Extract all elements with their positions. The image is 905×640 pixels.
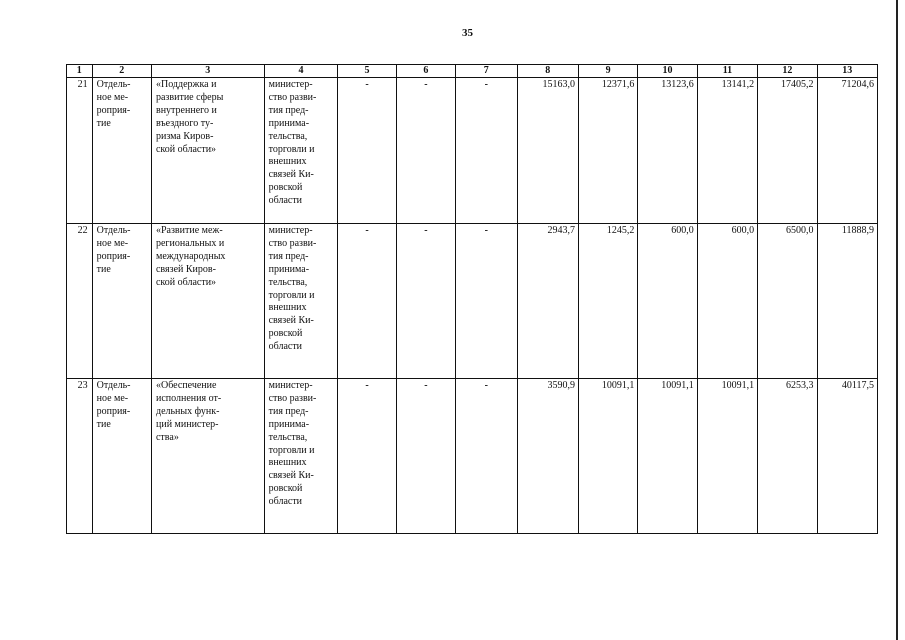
cell-col9: 1245,2 — [578, 224, 637, 379]
header-cell: 12 — [758, 65, 817, 78]
header-cell: 8 — [517, 65, 578, 78]
cell-col7: - — [456, 224, 517, 379]
cell-col13: 11888,9 — [817, 224, 877, 379]
cell-col8: 3590,9 — [517, 379, 578, 534]
budget-table — [66, 64, 878, 534]
cell-col10: 600,0 — [638, 224, 697, 379]
row-type: Отдель- ное ме- роприя- тие — [92, 224, 151, 379]
cell-col10: 10091,1 — [638, 379, 697, 534]
cell-col7: - — [456, 78, 517, 224]
header-row — [67, 65, 878, 78]
header-cell: 1 — [67, 65, 93, 78]
table-row — [67, 224, 878, 379]
header-cell: 7 — [456, 65, 517, 78]
header-cell: 3 — [151, 65, 264, 78]
row-name: «Развитие меж- региональных и международных связей Киров- ской области» — [151, 224, 264, 379]
cell-col8: 2943,7 — [517, 224, 578, 379]
cell-col13: 40117,5 — [817, 379, 877, 534]
row-number: 23 — [67, 379, 93, 534]
cell-col13: 71204,6 — [817, 78, 877, 224]
header-cell: 10 — [638, 65, 697, 78]
row-type: Отдель- ное ме- роприя- тие — [92, 379, 151, 534]
cell-col9: 10091,1 — [578, 379, 637, 534]
cell-col9: 12371,6 — [578, 78, 637, 224]
cell-col11: 13141,2 — [697, 78, 757, 224]
header-cell: 2 — [92, 65, 151, 78]
header-cell: 4 — [264, 65, 338, 78]
row-number: 21 — [67, 78, 93, 224]
cell-col6: - — [396, 379, 455, 534]
cell-col11: 10091,1 — [697, 379, 757, 534]
row-executor: министер- ство разви- тия пред- принима- тельства, торговли и внешних связей Ки- ровской области — [264, 224, 338, 379]
header-cell: 6 — [396, 65, 455, 78]
row-type: Отдель- ное ме- роприя- тие — [92, 78, 151, 224]
page-number: 35 — [462, 27, 473, 39]
cell-col12: 6500,0 — [758, 224, 817, 379]
cell-col12: 6253,3 — [758, 379, 817, 534]
cell-col5: - — [338, 224, 396, 379]
cell-col12: 17405,2 — [758, 78, 817, 224]
cell-col5: - — [338, 78, 396, 224]
table-row — [67, 379, 878, 534]
header-cell: 5 — [338, 65, 396, 78]
row-executor: министер- ство разви- тия пред- принима- тельства, торговли и внешних связей Ки- ровской области — [264, 78, 338, 224]
cell-col6: - — [396, 78, 455, 224]
row-number: 22 — [67, 224, 93, 379]
cell-col6: - — [396, 224, 455, 379]
cell-col7: - — [456, 379, 517, 534]
row-name: «Поддержка и развитие сферы внутреннего и въездного ту- ризма Киров- ской области» — [151, 78, 264, 224]
row-executor: министер- ство разви- тия пред- принима- тельства, торговли и внешних связей Ки- ровской области — [264, 379, 338, 534]
cell-col5: - — [338, 379, 396, 534]
header-cell: 9 — [578, 65, 637, 78]
table-row — [67, 78, 878, 224]
header-cell: 11 — [697, 65, 757, 78]
cell-col10: 13123,6 — [638, 78, 697, 224]
cell-col8: 15163,0 — [517, 78, 578, 224]
header-cell: 13 — [817, 65, 877, 78]
cell-col11: 600,0 — [697, 224, 757, 379]
row-name: «Обеспечение исполнения от- дельных функ- ций министер- ства» — [151, 379, 264, 534]
scan-edge-line — [896, 0, 898, 640]
